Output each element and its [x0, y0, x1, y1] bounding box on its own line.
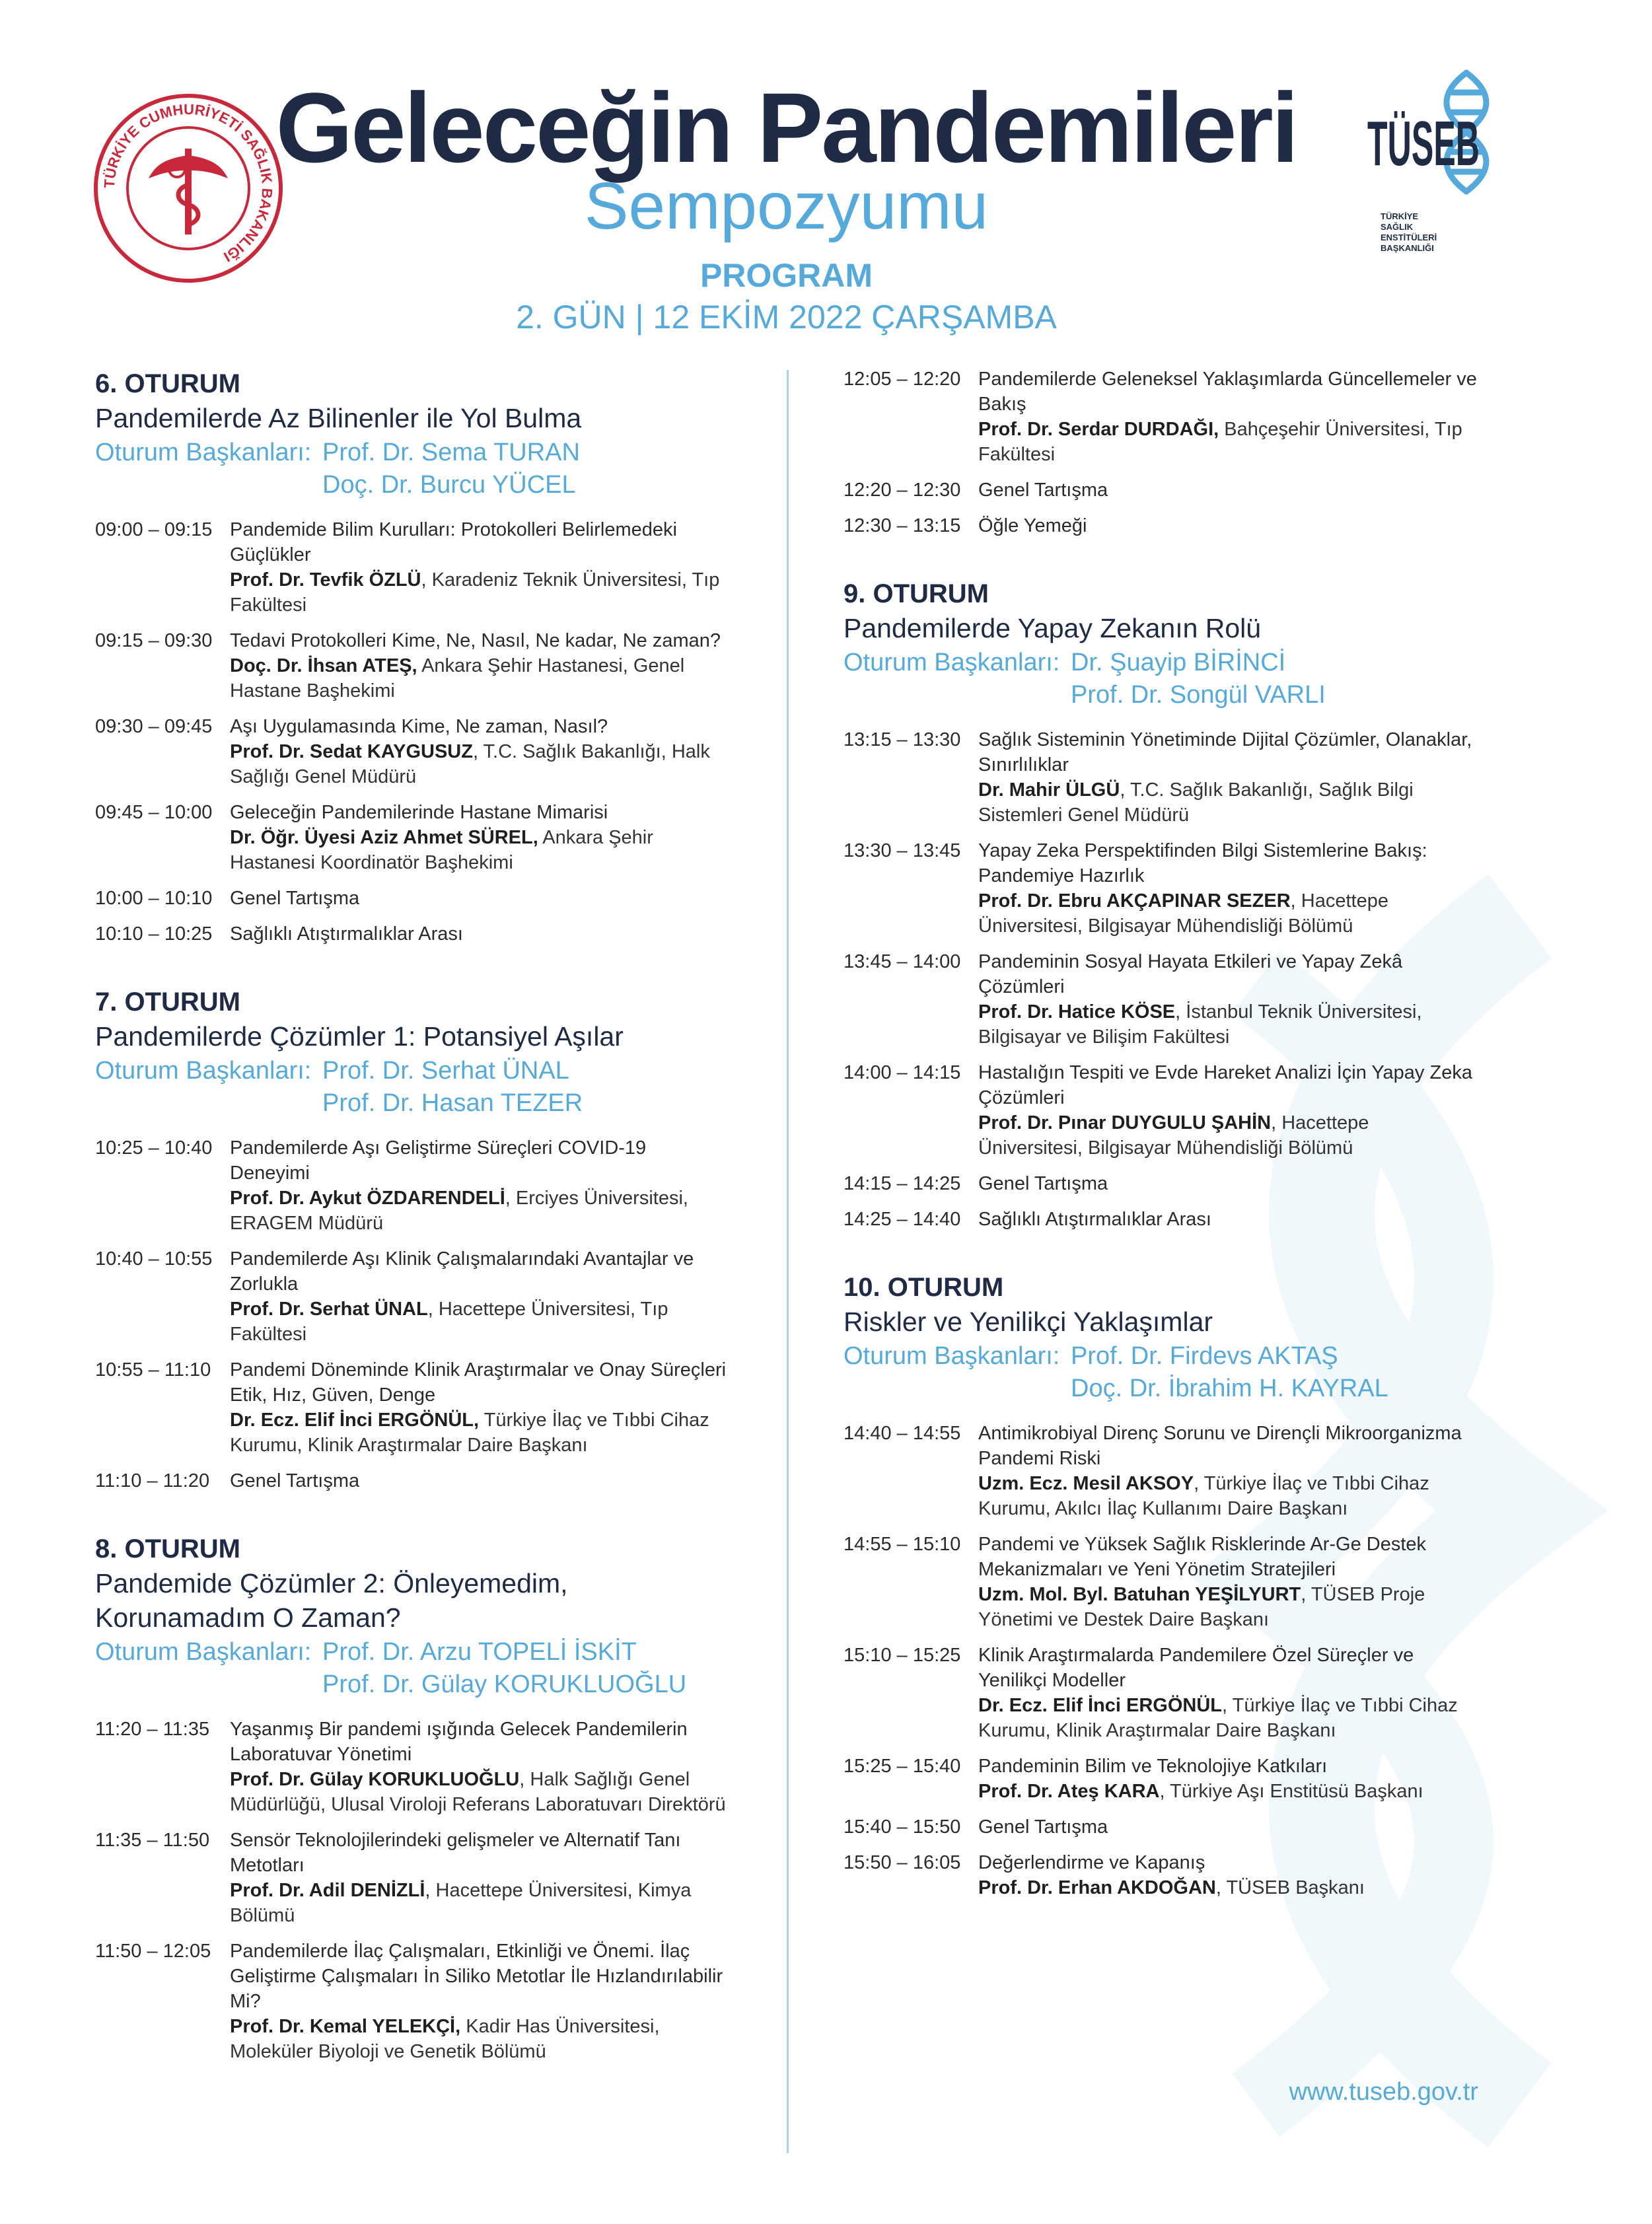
tuseb-caption-3: ENSTİTÜLERİ [1381, 233, 1437, 242]
item-time: 15:10 – 15:25 [844, 1645, 961, 1666]
session-block [95, 367, 729, 947]
chair-name: Doç. Dr. İbrahim H. KAYRAL [1071, 1375, 1388, 1402]
item-desc [230, 1939, 729, 2064]
item-topic: Sağlıklı Atıştırmalıklar Arası [978, 1209, 1211, 1230]
program-item [95, 1828, 729, 1928]
item-time: 14:15 – 14:25 [844, 1173, 961, 1194]
session-block [95, 1532, 729, 2064]
session-title: Korunamadım O Zaman? [95, 1602, 401, 1633]
item-topic: Sensör Teknolojilerindeki gelişmeler ve Alternatif Tanı Metotları [230, 1830, 681, 1876]
item-desc [230, 714, 729, 789]
item-speaker [978, 1110, 1478, 1161]
title-sub: Sempozyumu [584, 169, 989, 243]
program-item [844, 1754, 1478, 1804]
chair-name: Prof. Dr. Arzu TOPELİ İSKİT [322, 1638, 637, 1666]
item-time: 15:40 – 15:50 [844, 1816, 961, 1838]
session-block [844, 1270, 1478, 1900]
session-items [95, 1135, 729, 1493]
item-topic: Yapay Zeka Perspektifinden Bilgi Sistemlerine Bakış: Pandemiye Hazırlık [978, 840, 1427, 886]
speaker-name: Prof. Dr. Aykut ÖZDARENDELİ [230, 1188, 505, 1209]
day-line: 2. GÜN | 12 EKİM 2022 ÇARŞAMBA [516, 299, 1057, 336]
item-time: 11:35 – 11:50 [95, 1830, 210, 1851]
item-desc [978, 949, 1478, 1050]
speaker-name: Doç. Dr. İhsan ATEŞ, [230, 655, 417, 676]
session-number: 8. OTURUM [95, 1534, 240, 1563]
session-items [844, 1421, 1478, 1900]
item-speaker [230, 567, 729, 618]
speaker-affiliation: , Hacettepe Üniversitesi, Bilgisayar Mühendisliği Bölümü [978, 1112, 1369, 1159]
speaker-affiliation: , Hacettepe Üniversitesi, Tıp Fakültesi [230, 1299, 668, 1345]
item-topic: Genel Tartışma [230, 1470, 360, 1491]
website-link[interactable]: www.tuseb.gov.tr [1289, 2078, 1478, 2106]
session-items [95, 1717, 729, 2064]
item-topic: Genel Tartışma [230, 888, 360, 909]
item-desc [230, 921, 729, 947]
program-item [844, 478, 1478, 503]
speaker-affiliation: , Hacettepe Üniversitesi, Bilgisayar Mühendisliği Bölümü [978, 890, 1388, 937]
item-topic: Yaşanmış Bir pandemi ışığında Gelecek Pandemilerin Laboratuvar Yönetimi [230, 1719, 688, 1765]
item-topic: Genel Tartışma [978, 480, 1108, 501]
item-desc [230, 1246, 729, 1347]
speaker-affiliation: Ankara Şehir Hastanesi, Genel Hastane Başhekimi [230, 655, 685, 701]
item-desc [230, 1468, 729, 1493]
item-speaker [978, 999, 1478, 1050]
item-desc [230, 1135, 729, 1236]
item-time: 13:15 – 13:30 [844, 729, 961, 750]
chairs-label: Oturum Başkanları: [95, 1057, 312, 1085]
speaker-name: Dr. Mahir ÜLGÜ [978, 779, 1120, 801]
program-item [844, 838, 1478, 939]
chair-name: Doç. Dr. Burcu YÜCEL [322, 471, 576, 499]
item-topic: Pandemilerde İlaç Çalışmaları, Etkinliği ve Önemi. İlaç Geliştirme Çalışmaları İn Siliko Metotlar İle Hızlandırılabilir Mi? [230, 1941, 723, 2012]
item-speaker [230, 2014, 729, 2064]
item-speaker [230, 1878, 729, 1928]
tuseb-mark: TÜSEB [1367, 108, 1480, 179]
item-topic: Genel Tartışma [978, 1816, 1108, 1838]
item-speaker [978, 888, 1478, 939]
item-speaker [230, 1767, 729, 1817]
item-topic: Pandemi Döneminde Klinik Araştırmalar ve Onay Süreçleri Etik, Hız, Güven, Denge [230, 1359, 727, 1406]
item-time: 14:00 – 14:15 [844, 1062, 961, 1083]
speaker-affiliation: , Halk Sağlığı Genel Müdürlüğü, Ulusal Viroloji Referans Laboratuvarı Direktörü [230, 1769, 726, 1815]
item-time: 10:00 – 10:10 [95, 888, 213, 909]
program-item [95, 1468, 729, 1493]
speaker-affiliation: , T.C. Sağlık Bakanlığı, Sağlık Bilgi Sistemleri Genel Müdürü [978, 779, 1414, 826]
speaker-name: Prof. Dr. Ebru AKÇAPINAR SEZER [978, 890, 1291, 912]
speaker-affiliation: Ankara Şehir Hastanesi Koordinatör Başhekimi [230, 827, 653, 873]
chairs-label: Oturum Başkanları: [95, 1638, 312, 1666]
item-topic: Tedavi Protokolleri Kime, Ne, Nasıl, Ne kadar, Ne zaman? [230, 630, 721, 651]
program-item [844, 367, 1478, 467]
speaker-affiliation: , Hacettepe Üniversitesi, Kimya Bölümü [230, 1880, 692, 1926]
speaker-name: Prof. Dr. Sedat KAYGUSUZ [230, 741, 473, 762]
item-time: 15:25 – 15:40 [844, 1756, 961, 1777]
program-item [95, 886, 729, 911]
session-number: 10. OTURUM [844, 1273, 1004, 1302]
speaker-name: Prof. Dr. Serhat ÜNAL [230, 1299, 428, 1320]
program-item [95, 800, 729, 875]
program-item [844, 1171, 1478, 1196]
item-topic: Değerlendirme ve Kapanış [978, 1852, 1205, 1873]
item-speaker [978, 1693, 1478, 1743]
item-time: 13:45 – 14:00 [844, 951, 961, 972]
session-block [95, 985, 729, 1493]
right-top-items [844, 367, 1478, 538]
speaker-affiliation: , T.C. Sağlık Bakanlığı, Halk Sağlığı Genel Müdürü [230, 741, 710, 787]
speaker-affiliation: , Türkiye İlaç ve Tıbbi Cihaz Kurumu, Klinik Araştırmalar Daire Başkanı [978, 1695, 1458, 1741]
item-desc [978, 1060, 1478, 1161]
item-topic: Geleceğin Pandemilerinde Hastane Mimarisi [230, 802, 608, 823]
chairs-names [322, 437, 580, 501]
session-title: Pandemide Çözümler 2: Önleyemedim, [95, 1568, 568, 1598]
item-topic: Pandemi ve Yüksek Sağlık Risklerinde Ar-Ge Destek Mekanizmaları ve Yeni Yönetim Stratejileri [978, 1534, 1427, 1580]
item-desc [978, 513, 1478, 538]
chairs-label: Oturum Başkanları: [844, 1342, 1060, 1370]
chair-name: Prof. Dr. Sema TURAN [322, 439, 580, 466]
speaker-affiliation: Türkiye İlaç ve Tıbbi Cihaz Kurumu, Klinik Araştırmalar Daire Başkanı [230, 1410, 709, 1456]
session-title: Pandemilerde Çözümler 1: Potansiyel Aşılar [95, 1021, 624, 1052]
chair-name: Prof. Dr. Firdevs AKTAŞ [1071, 1342, 1338, 1370]
item-desc [230, 628, 729, 703]
item-speaker [978, 417, 1478, 467]
session-title: Riskler ve Yenilikçi Yaklaşımlar [844, 1307, 1213, 1337]
item-topic: Pandemide Bilim Kurulları: Protokolleri Belirlemedeki Güçlükler [230, 519, 677, 565]
speaker-name: Uzm. Mol. Byl. Batuhan YEŞİLYURT [978, 1584, 1301, 1605]
item-time: 09:30 – 09:45 [95, 716, 213, 737]
item-time: 12:20 – 12:30 [844, 480, 961, 501]
item-topic: Hastalığın Tespiti ve Evde Hareket Analizi İçin Yapay Zeka Çözümleri [978, 1062, 1472, 1108]
item-time: 14:40 – 14:55 [844, 1423, 961, 1444]
header [0, 0, 1573, 357]
speaker-name: Dr. Ecz. Elif İnci ERGÖNÜL [978, 1695, 1223, 1716]
speaker-name: Prof. Dr. Adil DENİZLİ [230, 1880, 425, 1901]
session-chairs [844, 647, 1478, 711]
left-column [95, 367, 729, 2102]
program-item [95, 1939, 729, 2064]
speaker-affiliation: Bahçeşehir Üniversitesi, Tıp Fakültesi [978, 419, 1462, 465]
tuseb-caption-2: SAĞLIK [1381, 222, 1414, 232]
item-speaker [978, 1582, 1478, 1632]
item-topic: Pandemilerde Geleneksel Yaklaşımlarda Güncellemeler ve Bakış [978, 369, 1477, 415]
chair-name: Prof. Dr. Gülay KORUKLUOĞLU [322, 1670, 687, 1698]
item-desc [978, 727, 1478, 828]
chairs-names [322, 1055, 583, 1120]
item-topic: Genel Tartışma [978, 1173, 1108, 1194]
item-desc [978, 367, 1478, 467]
item-topic: Pandeminin Bilim ve Teknolojiye Katkıları [978, 1756, 1328, 1777]
chair-name: Prof. Dr. Serhat ÜNAL [322, 1057, 569, 1085]
tuseb-caption-1: TÜRKİYE [1381, 211, 1419, 221]
item-time: 10:10 – 10:25 [95, 923, 213, 945]
speaker-name: Prof. Dr. Pınar DUYGULU ŞAHİN [978, 1112, 1272, 1133]
item-desc [230, 517, 729, 618]
item-time: 09:00 – 09:15 [95, 519, 213, 540]
session-block [844, 577, 1478, 1232]
speaker-name: Prof. Dr. Tevfik ÖZLÜ [230, 569, 421, 591]
chairs-names [1071, 647, 1326, 711]
item-desc [978, 1171, 1478, 1196]
item-topic: Antimikrobiyal Direnç Sorunu ve Dirençli Mikroorganizma Pandemi Riski [978, 1423, 1462, 1469]
item-time: 14:55 – 15:10 [844, 1534, 961, 1555]
program-item [844, 1421, 1478, 1521]
session-chairs [844, 1340, 1478, 1405]
session-chairs [95, 1636, 729, 1701]
speaker-name: Uzm. Ecz. Mesil AKSOY [978, 1473, 1194, 1494]
item-desc [230, 1357, 729, 1458]
item-time: 11:10 – 11:20 [95, 1470, 210, 1491]
speaker-affiliation: Kadir Has Üniversitesi, Moleküler Biyoloji ve Genetik Bölümü [230, 2016, 660, 2062]
item-speaker [230, 1297, 729, 1347]
item-speaker [978, 1471, 1478, 1521]
item-desc [978, 1814, 1478, 1840]
speaker-affiliation: , TÜSEB Proje Yönetimi ve Destek Daire Başkanı [978, 1584, 1425, 1630]
session-number: 6. OTURUM [95, 369, 240, 398]
chairs-names [1071, 1340, 1388, 1405]
item-speaker [230, 1186, 729, 1236]
title-main: Geleceğin Pandemileri [275, 72, 1297, 183]
session-chairs [95, 437, 729, 501]
item-desc [230, 1717, 729, 1817]
speaker-name: Prof. Dr. Hatice KÖSE [978, 1001, 1176, 1022]
program-item [844, 1060, 1478, 1161]
item-time: 09:45 – 10:00 [95, 802, 213, 823]
item-topic: Öğle Yemeği [978, 515, 1087, 536]
item-desc [978, 1643, 1478, 1743]
item-topic: Klinik Araştırmalarda Pandemilere Özel Süreçler ve Yenilikçi Modeller [978, 1645, 1414, 1691]
session-title: Pandemilerde Az Bilinenler ile Yol Bulma [95, 403, 582, 433]
chair-name: Prof. Dr. Hasan TEZER [322, 1089, 583, 1117]
program-item [95, 921, 729, 947]
item-desc [230, 800, 729, 875]
right-sessions [844, 577, 1478, 1900]
chairs-names [322, 1636, 686, 1701]
session-number: 9. OTURUM [844, 579, 989, 608]
item-time: 10:40 – 10:55 [95, 1248, 213, 1270]
program-item [844, 1532, 1478, 1632]
speaker-name: Prof. Dr. Erhan AKDOĞAN [978, 1877, 1216, 1898]
item-time: 15:50 – 16:05 [844, 1852, 961, 1873]
program-item [844, 513, 1478, 538]
item-desc [978, 1532, 1478, 1632]
speaker-name: Prof. Dr. Kemal YELEKÇİ, [230, 2016, 461, 2037]
session-items [844, 727, 1478, 1232]
item-speaker [230, 653, 729, 703]
seal-text: TÜRKİYE CUMHURİYETİ SAĞLIK BAKANLIĞI [100, 100, 276, 266]
speaker-affiliation: , Türkiye Aşı Enstitüsü Başkanı [1159, 1781, 1423, 1802]
item-speaker [978, 777, 1478, 828]
item-time: 11:20 – 11:35 [95, 1719, 210, 1740]
item-topic: Aşı Uygulamasında Kime, Ne zaman, Nasıl? [230, 716, 608, 737]
item-time: 12:05 – 12:20 [844, 369, 961, 390]
item-time: 10:55 – 11:10 [95, 1359, 211, 1381]
speaker-affiliation: , TÜSEB Başkanı [1215, 1877, 1365, 1898]
right-column [844, 367, 1478, 1939]
item-desc [978, 478, 1478, 503]
session-items [95, 517, 729, 947]
item-topic: Pandemilerde Aşı Geliştirme Süreçleri COVID-19 Deneyimi [230, 1137, 647, 1184]
program-item [844, 1643, 1478, 1743]
program-item [844, 1207, 1478, 1232]
chairs-label: Oturum Başkanları: [95, 439, 312, 466]
program-item [95, 1135, 729, 1236]
speaker-affiliation: , Karadeniz Teknik Üniversitesi, Tıp Fakültesi [230, 569, 720, 616]
program-item [95, 1357, 729, 1458]
item-time: 13:30 – 13:45 [844, 840, 961, 861]
program-item [95, 714, 729, 789]
item-topic: Sağlık Sisteminin Yönetiminde Dijital Çözümler, Olanaklar, Sınırlılıklar [978, 729, 1472, 775]
item-speaker [230, 739, 729, 789]
chair-name: Prof. Dr. Songül VARLI [1071, 681, 1326, 709]
program-item [95, 628, 729, 703]
column-divider [787, 370, 789, 2153]
item-time: 12:30 – 13:15 [844, 515, 961, 536]
speaker-affiliation: , Erciyes Üniversitesi, ERAGEM Müdürü [230, 1188, 688, 1234]
tuseb-caption-4: BAŞKANLIĞI [1381, 243, 1434, 253]
item-desc [978, 1850, 1478, 1900]
item-desc [230, 886, 729, 911]
speaker-name: Dr. Öğr. Üyesi Aziz Ahmet SÜREL, [230, 827, 538, 848]
item-desc [978, 1421, 1478, 1521]
program-label: PROGRAM [700, 257, 873, 294]
item-speaker [978, 1779, 1478, 1804]
item-topic: Pandeminin Sosyal Hayata Etkileri ve Yapay Zekâ Çözümleri [978, 951, 1403, 997]
item-desc [978, 1207, 1478, 1232]
speaker-name: Prof. Dr. Serdar DURDAĞI, [978, 419, 1219, 440]
item-desc [978, 1754, 1478, 1804]
item-time: 11:50 – 12:05 [95, 1941, 211, 1962]
session-title: Pandemilerde Yapay Zekanın Rolü [844, 613, 1262, 643]
program-item [844, 1850, 1478, 1900]
speaker-name: Prof. Dr. Ateş KARA [978, 1781, 1160, 1802]
program-item [844, 1814, 1478, 1840]
speaker-name: Dr. Ecz. Elif İnci ERGÖNÜL, [230, 1410, 480, 1431]
item-speaker [230, 825, 729, 875]
tuseb-logo [1367, 66, 1499, 264]
session-chairs [95, 1055, 729, 1120]
item-topic: Pandemilerde Aşı Klinik Çalışmalarındaki Avantajlar ve Zorlukla [230, 1248, 694, 1295]
speaker-affiliation: , Türkiye İlaç ve Tıbbi Cihaz Kurumu, Akılcı İlaç Kullanımı Daire Başkanı [978, 1473, 1429, 1519]
item-desc [230, 1828, 729, 1928]
program-item [95, 1246, 729, 1347]
speaker-affiliation: , İstanbul Teknik Üniversitesi, Bilgisayar ve Bilişim Fakültesi [978, 1001, 1422, 1048]
item-speaker [978, 1875, 1478, 1900]
program-item [844, 949, 1478, 1050]
program-item [95, 1717, 729, 1817]
chairs-label: Oturum Başkanları: [844, 649, 1060, 676]
chair-name: Dr. Şuayip BİRİNCİ [1071, 649, 1286, 676]
item-speaker [230, 1408, 729, 1458]
item-time: 10:25 – 10:40 [95, 1137, 213, 1159]
item-time: 09:15 – 09:30 [95, 630, 213, 651]
session-number: 7. OTURUM [95, 987, 240, 1017]
item-topic: Sağlıklı Atıştırmalıklar Arası [230, 923, 463, 945]
program-item [95, 517, 729, 618]
speaker-name: Prof. Dr. Gülay KORUKLUOĞLU [230, 1769, 520, 1790]
item-desc [978, 838, 1478, 939]
item-time: 14:25 – 14:40 [844, 1209, 961, 1230]
program-item [844, 727, 1478, 828]
